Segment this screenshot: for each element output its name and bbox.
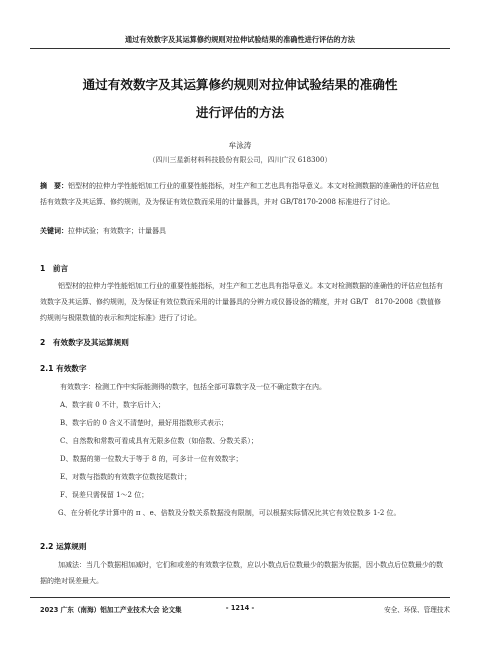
abstract-text: 铝型材的拉伸力学性能铝加工行业的重要性能指标，对生产和工艺也具有指导意义。本文对检测数据的准确性的评估应包括有效数字及其运算、修约规则，及为保证有效位数而采用的计量器具，并对 GB/T8170-2008 标准进行了讨论。 bbox=[40, 182, 439, 206]
footer-section: 安全、环保、管理技术 bbox=[384, 606, 450, 614]
rule-a: A、数字前 0 不计，数字后计入； bbox=[60, 401, 165, 409]
section-2-1-heading: 2.1 有效数字 bbox=[40, 364, 87, 373]
section-2-1-intro: 有效数字：检测工作中实际能测得的数字，包括全部可靠数字及一位不确定数字在内。 bbox=[60, 383, 326, 391]
abstract bbox=[40, 178, 444, 210]
keywords-text: 拉伸试验；有效数字；计量器具 bbox=[68, 227, 166, 235]
running-head: 通过有效数字及其运算修约规则对拉伸试验结果的准确性进行评估的方法 bbox=[124, 35, 355, 44]
author-name: 牟泳涛 bbox=[228, 141, 252, 150]
rule-c: C、自然数和常数可看成具有无限多位数（如倍数、分数关系）； bbox=[60, 437, 258, 445]
section-2-heading: 2 有效数字及其运算规则 bbox=[40, 338, 129, 347]
paper-title-line2: 进行评估的方法 bbox=[195, 105, 285, 120]
keywords-label: 关键词： bbox=[40, 227, 68, 235]
rule-e: E、对数与指数的有效数字位数按尾数计； bbox=[60, 473, 192, 481]
section-1-text: 铝型材的拉伸力学性能铝加工行业的重要性能指标，对生产和工艺也具有指导意义。本文对检测数据的准确性的评估应包括有效数字及其运算、修约规则，及为保证有效位数而采用的计量器具的分辨力或仪器设备的精度，并对 GB/T 8170-2008《数值修约规则与极限数值的表示和判定标准》进行了讨论。 bbox=[40, 282, 443, 322]
paper-title-line1: 通过有效数字及其运算修约规则对拉伸试验结果的准确性 bbox=[82, 77, 398, 92]
header-divider bbox=[30, 48, 450, 49]
section-2-2-text: 加减法：当几个数据相加减时，它们和或差的有效数字位数，应以小数点后位数最少的数据为依据，因小数点后位数最少的数据的绝对误差最大。 bbox=[40, 561, 443, 585]
author-affiliation: （四川三星新材料科技股份有限公司，四川广汉 618300） bbox=[148, 156, 332, 164]
keywords bbox=[40, 223, 444, 239]
rule-g: G、在分析化学计算中的 π 、e、倍数及分数关系数据没有限制，可以根据实际情况比其它有效位数多 1-2 位。 bbox=[58, 509, 401, 517]
section-1-heading: 1 前言 bbox=[40, 264, 69, 273]
footer-proceedings: 2023 广东（南海）铝加工产业技术大会 论文集 bbox=[40, 606, 182, 614]
rule-f: F、误差只需保留 1～2 位； bbox=[60, 491, 149, 499]
footer-divider bbox=[30, 597, 450, 598]
rule-b: B、数字后的 0 含义不清楚时，最好用指数形式表示； bbox=[60, 419, 229, 427]
abstract-label: 摘 要： bbox=[40, 182, 68, 190]
page-number: - 1214 - bbox=[225, 604, 255, 612]
section-2-2-heading: 2.2 运算规则 bbox=[40, 542, 87, 551]
rule-d: D、数据的第一位数大于等于 8 的，可多计一位有效数字； bbox=[60, 455, 243, 463]
